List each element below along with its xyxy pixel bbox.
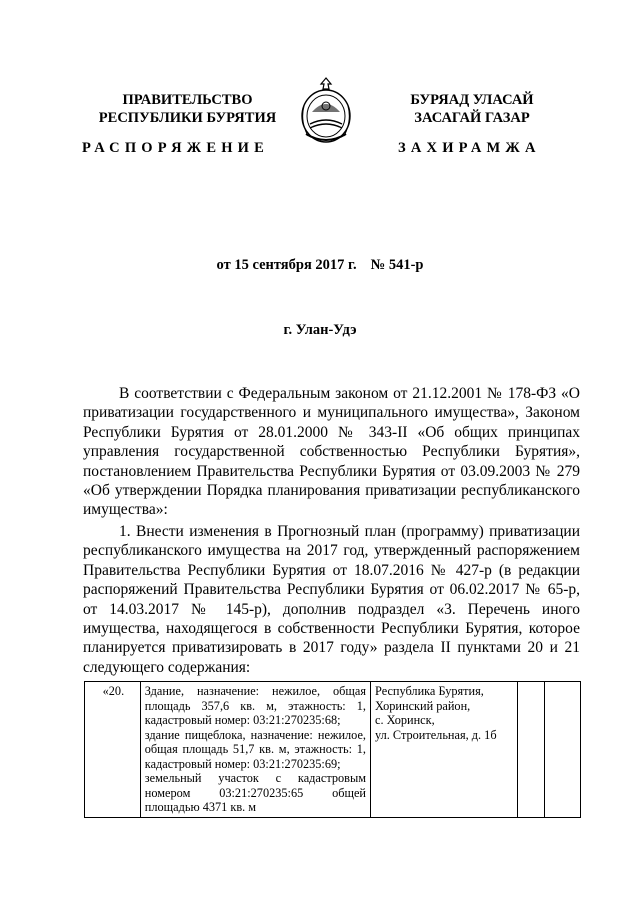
document-date: от 15 сентября 2017 г. (216, 257, 357, 273)
row-number: «20. (85, 682, 141, 818)
header-left (80, 91, 295, 127)
row-address (371, 682, 518, 818)
property-table (84, 681, 581, 818)
date-number-line (0, 257, 640, 274)
address-line: ул. Строительная, д. 1б (375, 727, 497, 742)
row-empty-cell (518, 682, 545, 818)
header-right (372, 91, 572, 127)
description-land-plot: земельный участок с кадастровым номером 03:21:270235:65 общей площадью 4371 кв. м (144, 771, 367, 814)
row-empty-cell (545, 682, 581, 818)
address-line: Хоринский район, (375, 698, 471, 713)
doc-type-left: РАСПОРЯЖЕНИЕ (82, 140, 270, 156)
address-line: Республика Бурятия, (375, 684, 484, 698)
table-row (85, 682, 581, 818)
header-right-line2: ЗАСАГАЙ ГАЗАР (414, 110, 530, 126)
header-left-line2: РЕСПУБЛИКИ БУРЯТИЯ (98, 110, 277, 126)
header-left-line1: ПРАВИТЕЛЬСТВО (122, 92, 253, 108)
coat-of-arms-emblem (298, 76, 354, 146)
row-description (140, 682, 370, 818)
description-building: Здание, назначение: нежилое, общая площадь 357,6 кв. м, этажность: 1, кадастровый номер: 03:21:270235:68; (144, 684, 367, 727)
city-line: г. Улан-Удэ (283, 322, 357, 338)
doc-type-right: ЗАХИРАМЖА (398, 140, 541, 156)
preamble-paragraph: В соответствии с Федеральным законом от 21.12.2001 № 178-ФЗ «О приватизации государственного и муниципального имущества», Законом Республики Бурятия от 28.01.2000 № 343-II «Об общих принципах управления государственной собственностью Республики Бурятия», постановлением Правительства Республики Бурятия от 03.09.2003 № 279 «Об утверждении Порядка планирования приватизации республиканского имущества»: (83, 385, 580, 519)
clause-1-paragraph: 1. Внести изменения в Прогнозный план (программу) приватизации республиканского имущества на 2017 год, утвержденный распоряжением Правительства Республики Бурятия от 18.07.2016 № 427-р (в редакции распоряжений Правительства Республики Бурятия от 06.02.2017 № 65-р, от 14.03.2017 № 145-р), дополнив подраздел «3. Перечень иного имущества, находящегося в собственности Республики Бурятия, которое планируется приватизировать в 2017 году» раздела II пунктами 20 и 21 следующего содержания: (83, 523, 580, 676)
document-number: № 541-р (370, 257, 424, 273)
description-canteen: здание пищеблока, назначение: нежилое, общая площадь 51,7 кв. м, этажность: 1, кадастровый номер: 03:21:270235:69; (144, 727, 367, 771)
address-line: с. Хоринск, (375, 713, 435, 727)
header-right-line1: БУРЯАД УЛАСАЙ (410, 92, 534, 108)
